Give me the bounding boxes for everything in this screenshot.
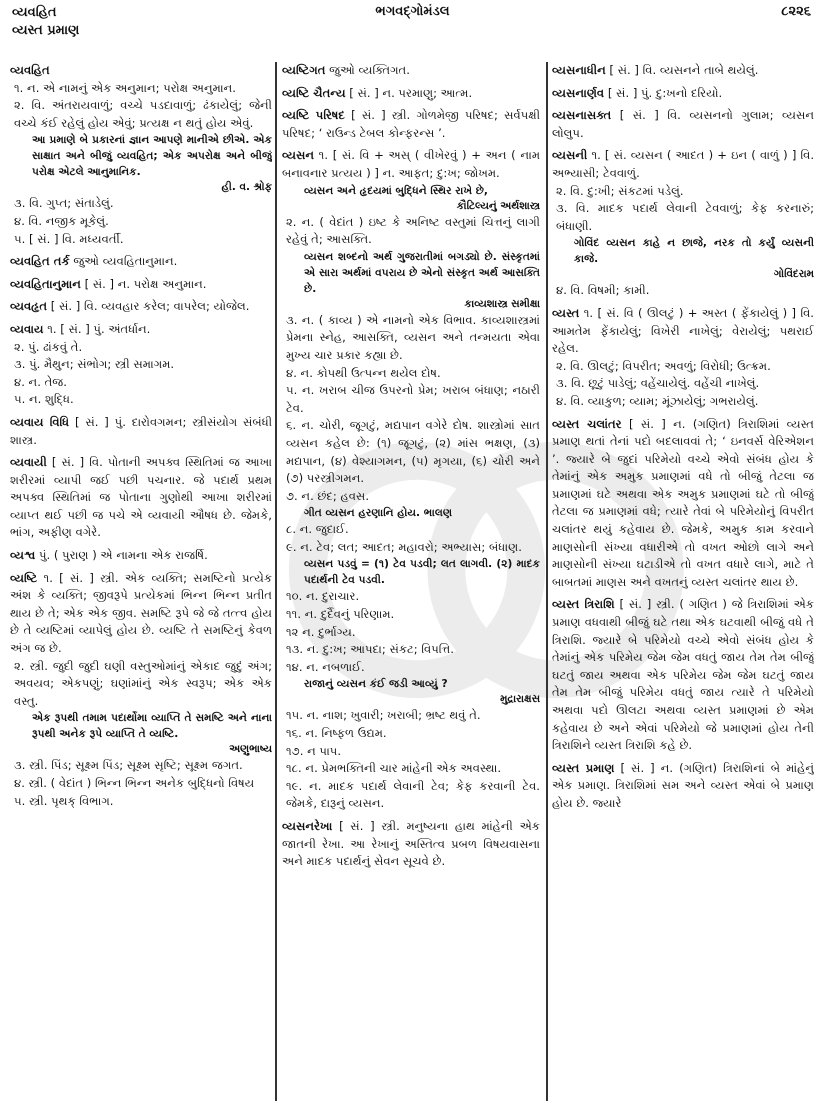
entry-headword: વ્યવહિત તર્ક (10, 254, 70, 269)
entry-definition: [ સં. ] ન. (ગણિત) ત્રિરાશિમાં વ્યસ્ત પ્રમાણ થતાં તેનાં પદો બદલાવવાં તે; ‘ ઇનવર્સ વેરિએશન ’. જ્યારે બે જુદાં પરિમેયો વચ્ચે એવો સંબંધ હોય કે તેમાંનું એક અમુક પ્રમાણમાં વધે તો બીજું તેટલા જ પ્રમાણમાં ઘટે અથવા એક અમુક પ્રમાણમાં ઘટે તો બીજું તેટલા જ પ્રમાણમાં વધે; ત્યારે તેવાં બે પરિમેયોનું વિપરીત ચલાંતર થયું કહેવાય છે. જેમકે, અમુક કામ કરવાને માણસોની સંખ્યા વધારીએ તો વખત ઓછો લાગે અને માણસોની સંખ્યા ઘટાડીએ તો વખત વધારે લાગે, માટે તે બાબતમાં માણસ અને વખતનું વ્યસ્ત ચલાંતર થાય છે. (552, 416, 814, 589)
entry-headword: વ્યસનાર્ણવ (552, 85, 605, 100)
entry-headword: વ્યસ્ત પ્રમાણ (552, 760, 615, 775)
dictionary-entry (552, 416, 814, 592)
quotation-source: ગોવિંદરામ (773, 268, 814, 281)
dictionary-entry (10, 298, 272, 316)
entry-sense: ૩. સ્ત્રી. પિંડ; સૂક્ષ્મ પિંડ; સૂક્ષ્મ સૃષ્ટિ; સૂક્ષ્મ જગત. (14, 758, 243, 773)
entry-headword: વ્યસનરેખા (282, 819, 333, 833)
entry-sense: ૨. વિ. ઊલટું; વિપરીત; અવળું; વિરોધી; ઉત્ક્રમ. (556, 358, 771, 373)
entry-sense: ૨. વિ. અંતરાયવાળું; વચ્ચે પડદાવાળું; ઢંકાયેલું; જેની વચ્ચે કંઈ રહેલું હોય એવું; પ્રત્યક્ષ ન થતું હોય એવું. (14, 98, 272, 130)
column-divider (275, 62, 277, 1101)
entry-headword: વ્યસનાધીન (552, 63, 606, 77)
dictionary-entry (10, 321, 272, 409)
entry-sense: ૧૭. ન પાપ. (286, 743, 342, 758)
dictionary-entry (10, 570, 272, 811)
entry-headword: વ્યવહિતાનુમાન (10, 276, 81, 291)
entry-quotation: ગોવિંદ વ્યસન કાહે ન છાજે, નરક તો કર્યું વ્યસની કાજે. (574, 237, 814, 266)
entry-headword: વ્યસ્ત ત્રિરાશિ (552, 597, 615, 612)
entry-sense: ૪. ન. કોપથી ઉત્પન્ન થયેલ દોષ. (286, 365, 441, 380)
quotation-source: અણુભાષ્ય (229, 743, 272, 756)
dictionary-entry (552, 147, 814, 300)
entry-sense: ૨. ન. ( વેદાંત ) ઇષ્ટ કે અનિષ્ટ વસ્તુમાં ચિત્તનું લાગી રહેવું તે; આસક્તિ. (286, 214, 540, 247)
entry-sense: ૩. પું. મૈથુન; સંભોગ; સ્ત્રી સમાગમ. (14, 357, 175, 372)
entry-definition: [ સં. ] સ્ત્રી. ગોળમેજી પરિષદ; સર્વપક્ષી પરિષદ; ‘ રાઉન્ડ ટેબલ કોન્ફરન્સ ’. (282, 108, 540, 140)
entry-definition: [ સં. ] પું. દારોવગમન; સ્ત્રીસંયોગ સંબંધી શાસ્ત્ર. (10, 414, 272, 447)
entry-sense: ૬. ન. ચોરી, જૂગટું, મદ્યપાન વગેરે દોષ. શાસ્ત્રોમાં સાત વ્યસન કહેલ છે: (૧) જૂગટું, (૨) માંસ ભક્ષણ, (૩) મદ્યપાન, (૪) વેશ્યાગમન, (૫) મૃગયા, (૬) ચોરી અને (૭) પરસ્ત્રીગમન. (286, 418, 540, 486)
entry-headword: વ્યવાયી (10, 455, 47, 470)
dictionary-entry (10, 276, 272, 294)
entry-sense: ૯. ન. ટેવ; લત; આદત; મહાવરો; અભ્યાસ; બંધાણ. (286, 539, 522, 554)
entry-definition: [ સં. ] ન. પરમાણુ; આત્મ. (349, 85, 473, 100)
entry-definition: ૧. [ સં. વિ ( ઊલટું ) + અસ્ત ( ફેંકાયેલું ) ] વિ. આમતેમ ફેંકાયેલું; વિખેરી નાખેલું; વેરાયેલું; પથરાઈ રહેલ. (552, 305, 814, 356)
entry-sense: ૫. ન. ખરાબ ચીજ ઉપરનો પ્રેમ; ખરાબ બંધાણ; નઠારી ટેવ. (286, 383, 540, 415)
dictionary-entry (552, 107, 814, 142)
entry-definition: [ સં. ] પું. દુ:ખનો દરિયો. (607, 85, 723, 100)
dictionary-entry (552, 760, 814, 813)
entry-sense: ૩. ન. ( કાવ્ય ) એ નામનો એક વિભાવ. કાવ્યશાસ્ત્રમાં પ્રેમના સ્નેહ, આસક્તિ, વ્યસન અને તન્મયતા એવા મુખ્ય ચાર પ્રકાર કહ્યા છે. (286, 312, 540, 362)
dictionary-entry (552, 62, 814, 80)
entry-headword: વ્યસ્ત (552, 305, 580, 320)
entry-definition: [ સં. ] વિ. પોતાની અપક્વ સ્થિતિમાં જ આખા શરીરમાં વ્યાપી જઈ પછી પચનાર. જે પદાર્થ પ્રથમ અપક્વ સ્થિતિમાં જ પોતાના ગુણોથી આખા શરીરમાં વ્યાપ્ત થઈ પછી જ પચે એ વ્યવાયી ઔષધ છે. જેમકે, ભાંગ, અફીણ વગેરે. (10, 455, 272, 540)
entry-headword: વ્યસન (282, 148, 314, 163)
entry-sense: ૧૬. ન. નિષ્ફળ ઉદ્યમ. (286, 726, 387, 741)
entry-headword: વ્યષ્ટિ (10, 570, 38, 585)
entry-definition: [ સં. ] સ્ત્રી. ( ગણિત ) જે ત્રિરાશિમાં એક પ્રમાણ વધવાથી બીજું ઘટે તથા એક ઘટવાથી બીજું વધે તે ત્રિરાશિ. જ્યારે બે પરિમેયો વચ્ચે એવો સંબંધ હોય કે તેમાંનું એક પરિમેય જેમ જેમ વધતું જાય તેમ તેમ બીજું ઘટતું જાય અથવા એક પરિમેય જેમ જેમ ઘટતું જાય તેમ તેમ બીજું પરિમેય વધતું જાય ત્યારે તે પરિમેયો અથવા પદો ઊલટા અથવા વ્યસ્ત પ્રમાણમાં છે એમ કહેવાય છે અને એવાં પરિમેયો જે પ્રમાણમાં હોય તેની ત્રિરાશિને વ્યસ્ત ત્રિરાશિ કહે છે. (552, 597, 814, 753)
quotation-source: હી. વ. શ્રોફ (221, 181, 272, 194)
dictionary-entry (282, 62, 540, 80)
entry-definition: જુઓ વ્યક્તિગત. (329, 63, 410, 77)
entry-headword: વ્યષ્ટિ ચૈતન્ય (282, 85, 346, 100)
entry-sense: ૪. વિ. નજીક મૂકેલું. (14, 213, 109, 228)
dictionary-entry (552, 85, 814, 103)
entry-sense: ૫. [ સં. ] વિ. મધ્યવર્તી. (14, 231, 124, 246)
dictionary-entry (10, 454, 272, 542)
entry-headword: વ્યષ્ટિગત (282, 63, 326, 77)
column-3 (552, 62, 814, 1103)
dictionary-entry (552, 596, 814, 754)
entry-definition: જુઓ વ્યવહિતાનુમાન. (73, 254, 178, 269)
dictionary-entry (552, 305, 814, 411)
entry-definition: [ સં. ] ન. (ગણિત) ત્રિરાશિનાં બે માંહેનું એક પ્રમાણ. ત્રિરાશિમાં સમ અને વ્યસ્ત એવાં બે પ્રમાણ હોય છે. જ્યારે (552, 760, 814, 810)
entry-sense: ૨. પું. ઢાંકવું તે. (14, 339, 83, 354)
column-1 (10, 62, 272, 1103)
entry-sense: ૧૦. ન. દુરાચાર. (286, 589, 360, 604)
entry-sense: ૧૫. ન. નાશ; ખુવારી; ખરાબી; ભ્રષ્ટ થવું તે. (286, 708, 481, 723)
entry-headword: વ્યષ્ટિ પરિષદ (282, 108, 345, 123)
dictionary-entry (282, 85, 540, 103)
entry-quotation: વ્યસન શબ્દનો અર્થ ગુજરાતીમાં બગડ્યો છે. સંસ્કૃતમાં એ સારા અર્થમાં વપરાય છે એનો સંસ્કૃત અર્થ આસક્તિ છે. (304, 250, 540, 295)
entry-quotation: આ પ્રમાણે બે પ્રકારનાં જ્ઞાન આપણે માનીએ છીએ. એક સાક્ષાત અને બીજું વ્યવહિત; એક અપરોક્ષ અને બીજું પરોક્ષ એટલે આનુમાનિક. (32, 134, 272, 179)
entry-sense: ૧૧. ન. દુર્દૈવનું પરિણામ. (286, 607, 395, 622)
entry-sense: ૪. સ્ત્રી. ( વેદાંત ) ભિન્ન ભિન્ન અનેક બુદ્ધિનો વિષય (14, 776, 255, 790)
column-2 (282, 62, 540, 1103)
page-title: ભગવદ્ગોમંડલ (375, 4, 450, 19)
entry-quotation: ગીત વ્યસન હરણાનિ હોય. ભાલણ (304, 507, 453, 520)
entry-sense: ૧૩. ન. દુ:ખ; આપદા; સંકટ; વિપત્તિ. (286, 642, 454, 657)
entry-definition: ૧. [ સં. ] પું. અંતર્ધાન. (47, 321, 151, 336)
entry-sense: ૧૨ ન. દુર્ભાગ્ય. (286, 624, 356, 639)
entry-sense: ૩. વિ. ગુપ્ત; સંતાડેલું. (14, 196, 114, 211)
dictionary-entry (282, 147, 540, 813)
dictionary-entry (10, 414, 272, 449)
entry-definition: પું. ( પુરાણ ) એ નામના એક રાજર્ષિ. (38, 548, 208, 563)
entry-definition: ૧. [ સં. ] સ્ત્રી. એક વ્યક્તિ; સમષ્ટિનો પ્રત્યેક અંશ કે વ્યક્તિ; જીવરૂપે પ્રત્યેકમાં ભિન્ન ભિન્ન પ્રતીત થાય છે તે; એક એક જીવ. સમષ્ટિ રૂપે જે જે તત્ત્વ હોય છે તે વ્યષ્ટિમાં વ્યાપેલું હોય છે. વ્યષ્ટિ તે સમષ્ટિનું કેવળ અંગ જ છે. (10, 570, 272, 656)
dictionary-entry (282, 818, 540, 871)
entry-sense: ૧. ન. એ નામનું એક અનુમાન; પરોક્ષ અનુમાન. (14, 80, 236, 95)
entry-sense: ૫. ન. શુદ્ધિ. (14, 392, 74, 407)
dictionary-entry (10, 62, 272, 248)
entry-headword: વ્યશ્વ (10, 548, 36, 563)
page-header (0, 0, 825, 60)
entry-sense: ૪. વિ. વ્યાકુળ; વ્યામ; મૂંઝાયેલું; ગભરાયેલું. (556, 393, 759, 408)
dictionary-entry (10, 547, 272, 565)
entry-sense: ૮. ન. જુદાઈ. (286, 522, 349, 537)
entry-sense: ૩. વિ. છૂટું પાડેલું; વહેંચાયેલું. વહેંચી નાખેલું. (556, 376, 760, 391)
entry-definition: ૧. [ સં. વિ + અસ્ ( વીખેરવું ) + અન ( નામ બનાવનાર પ્રત્યય ) ] ન. આફત; દુ:ખ; જોખમ. (282, 148, 540, 180)
entry-definition: [ સં. ] વિ. વ્યવહાર કરેલ; વાપરેલ; યોજેલ. (50, 299, 250, 314)
dictionary-entry (10, 253, 272, 271)
entry-headword: વ્યવહૃત (10, 299, 48, 314)
guide-word-last: વ્યસ્ત પ્રમાણ (12, 23, 80, 38)
entry-sense: ૨. વિ. દુ:ખી; સંકટમાં પડેલું. (556, 183, 684, 198)
entry-sense: ૪. ન. તેજ. (14, 374, 67, 389)
entry-headword: વ્યવાય (10, 321, 44, 336)
entry-sense: ૪. વિ. વિષમી; કામી. (556, 283, 650, 298)
entry-sense: ૧૮. ન. પ્રેમભક્તિની ચાર માંહેની એક અવસ્થા. (286, 761, 502, 776)
entry-quotation: રાજાનું વ્યસન કંઈ જડી આવ્યું ? (304, 678, 448, 691)
entry-sense: ૫. સ્ત્રી. પૃથક્ વિભાગ. (14, 793, 114, 808)
entry-sense: ૧૯. ન. માદક પદાર્થ લેવાની ટેવ; કેફ કરવાની ટેવ. જેમકે, દારૂનું વ્યસન. (286, 778, 540, 811)
quotation-source: કાવ્યશાસ્ત્ર સમીક્ષા (464, 297, 540, 310)
entry-sense: ૨. સ્ત્રી. જુદી જુદી ઘણી વસ્તુઓમાંનું એકાદ જુદું અંગ; અવયવ; એકપણું; ઘણાંમાંનું એક સ્વરૂપ; એક એક વસ્તુ. (14, 658, 272, 708)
dictionary-entry (282, 107, 540, 142)
entry-definition: ૧. [ સં. વ્યસન ( આદત ) + ઇન ( વાળું ) ] વિ. અભ્યાસી; ટેવવાળું. (552, 148, 814, 180)
column-divider (546, 62, 548, 1101)
entry-quotation: વ્યસન અને હૃદયમાં બુદ્ધિને સ્થિર રાખે છે, (304, 184, 488, 197)
entry-definition: [ સં. ] ન. પરોક્ષ અનુમાન. (84, 276, 207, 291)
entry-sense: ૧૪. ન. નબળાઈ. (286, 659, 365, 674)
entry-headword: વ્યસ્ત ચલાંતર (552, 416, 622, 431)
entry-definition: [ સં. ] સ્ત્રી. મનુષ્યના હાથ માંહેની એક જાતની રેખા. આ રેખાનું અસ્તિત્વ પ્રબળ વિષયવાસના અને માદક પદાર્થનું સેવન સૂચવે છે. (282, 819, 540, 869)
page-number: ૮૨૨૬ (781, 4, 811, 19)
entry-sense: ૩. વિ. માદક પદાર્થ લેવાની ટેવવાળું; કેફ કરનારું; બંધાણી. (556, 201, 814, 233)
guide-word-first: વ્યવહિત (12, 5, 57, 20)
entry-headword: વ્યસની (552, 148, 588, 163)
entry-headword: વ્યવાય વિધિ (10, 414, 70, 429)
quotation-source: મુદ્રારાક્ષસ (500, 693, 540, 706)
quotation-source: કૌટિલ્યનું અર્થશાસ્ત્ર (456, 199, 540, 212)
entry-headword: વ્યસનાસક્ત (552, 108, 612, 123)
entry-quotation: વ્યસન પડવું = (૧) ટેવ પડવી; લત લાગવી. (૨) માદક પદાર્થની ટેવ પડવી. (304, 558, 540, 587)
entry-headword: વ્યવહિત (10, 63, 50, 77)
entry-definition: [ સં. ] વિ. વ્યસનને તાબે થયેલું. (609, 63, 759, 77)
entry-definition: [ સં. ] વિ. વ્યસનનો ગુલામ; વ્યસન લોલુપ. (552, 108, 814, 140)
entry-quotation: એક રૂપથી તમામ પદાર્થોમા વ્યાપ્તિ તે સમષ્ટિ અને નાના રૂપથી અનેક રૂપે વ્યાપ્તિ તે વ્યષ્ટિ. (32, 712, 272, 741)
entry-sense: ૭. ન. છંદ; હવસ. (286, 488, 370, 503)
